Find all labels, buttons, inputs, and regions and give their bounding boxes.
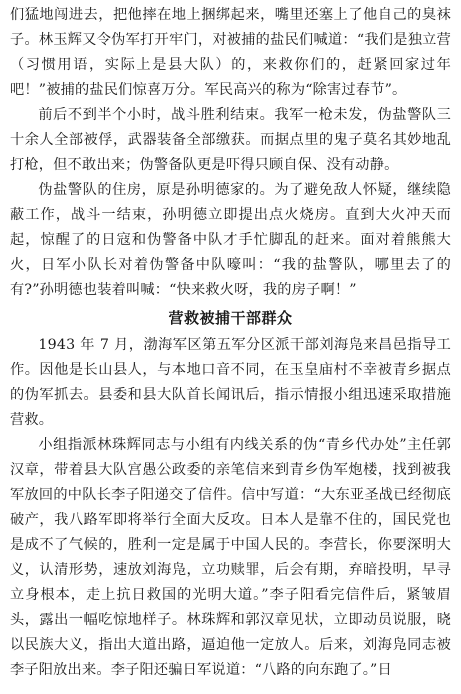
paragraph-capture: 1943 年 7 月，渤海军区第五军分区派干部刘海凫来昌邑指导工作。因他是长山县人，与本地口音不同，在玉皇庙村不幸被青乡据点的伪军抓去。县委和县大队首长闻讯后，指示情报小组迅速采取措施营救。	[10, 337, 451, 428]
paragraph-continued: 们猛地闯进去，把他摔在地上捆绑起来，嘴里还塞上了他自己的臭袜子。林玉辉又令伪军打开牢门，对被捕的盐民们喊道：“我们是独立营（习惯用语，实际上是县大队）的，来救你们的，赶紧回家过年吧！”被捕的盐民们惊喜万分。军民高兴的称为“除害过春节”。	[10, 7, 451, 98]
paragraph-rescue-letter: 小组指派林珠辉同志与小组有内线关系的伪“青乡代办处”主任郭汉章，带着县大队宫愚公政委的亲笔信来到青乡伪军炮楼，找到被我军放回的中队长李子阳递交了信件。信中写道：“大东亚圣战已经彻底破产，我八路军即将举行全面大反攻。日本人是靠不住的，国民党也是成不了气候的，胜利一定是属于中国人民的。李营长，你要深明大义，认清形势，速放刘海凫，立功赎罪，后会有期，弃暗投明，早寻立身根本，走上抗日救国的光明大道。”李子阳看完信件后，紧皱眉头，露出一幅吃惊地样子。林珠辉和郭汉章见状，立即动员说服，晓以民族大义，指出大道出路，逼迫他一定放人。后来，刘海凫同志被李子阳放出来。李子阳还骗日军说道：“八路的向东跑了。”日	[10, 437, 451, 678]
paragraph-house-fire: 伪盐警队的住房，原是孙明德家的。为了避免敌人怀疑，继续隐蔽工作，战斗一结束，孙明德立即提出点火烧房。直到大火冲天而起，惊醒了的日寇和伪警备中队才手忙脚乱的赶来。面对着熊熊大火，日军小队长对着伪警备中队嚎叫：“我的盐警队，哪里去了的有?”孙明德也装着叫喊：“快来救火呀，我的房子啊！”	[10, 182, 451, 298]
paragraph-battle-result: 前后不到半个小时，战斗胜利结束。我军一枪未发，伪盐警队三十余人全部被俘，武器装备全部缴获。而据点里的鬼子莫名其妙地乱打枪，但不敢出来；伪警备队更是吓得只顾自保、没有动静。	[10, 107, 451, 173]
section-heading: 营救被捕干部群众	[168, 309, 293, 327]
